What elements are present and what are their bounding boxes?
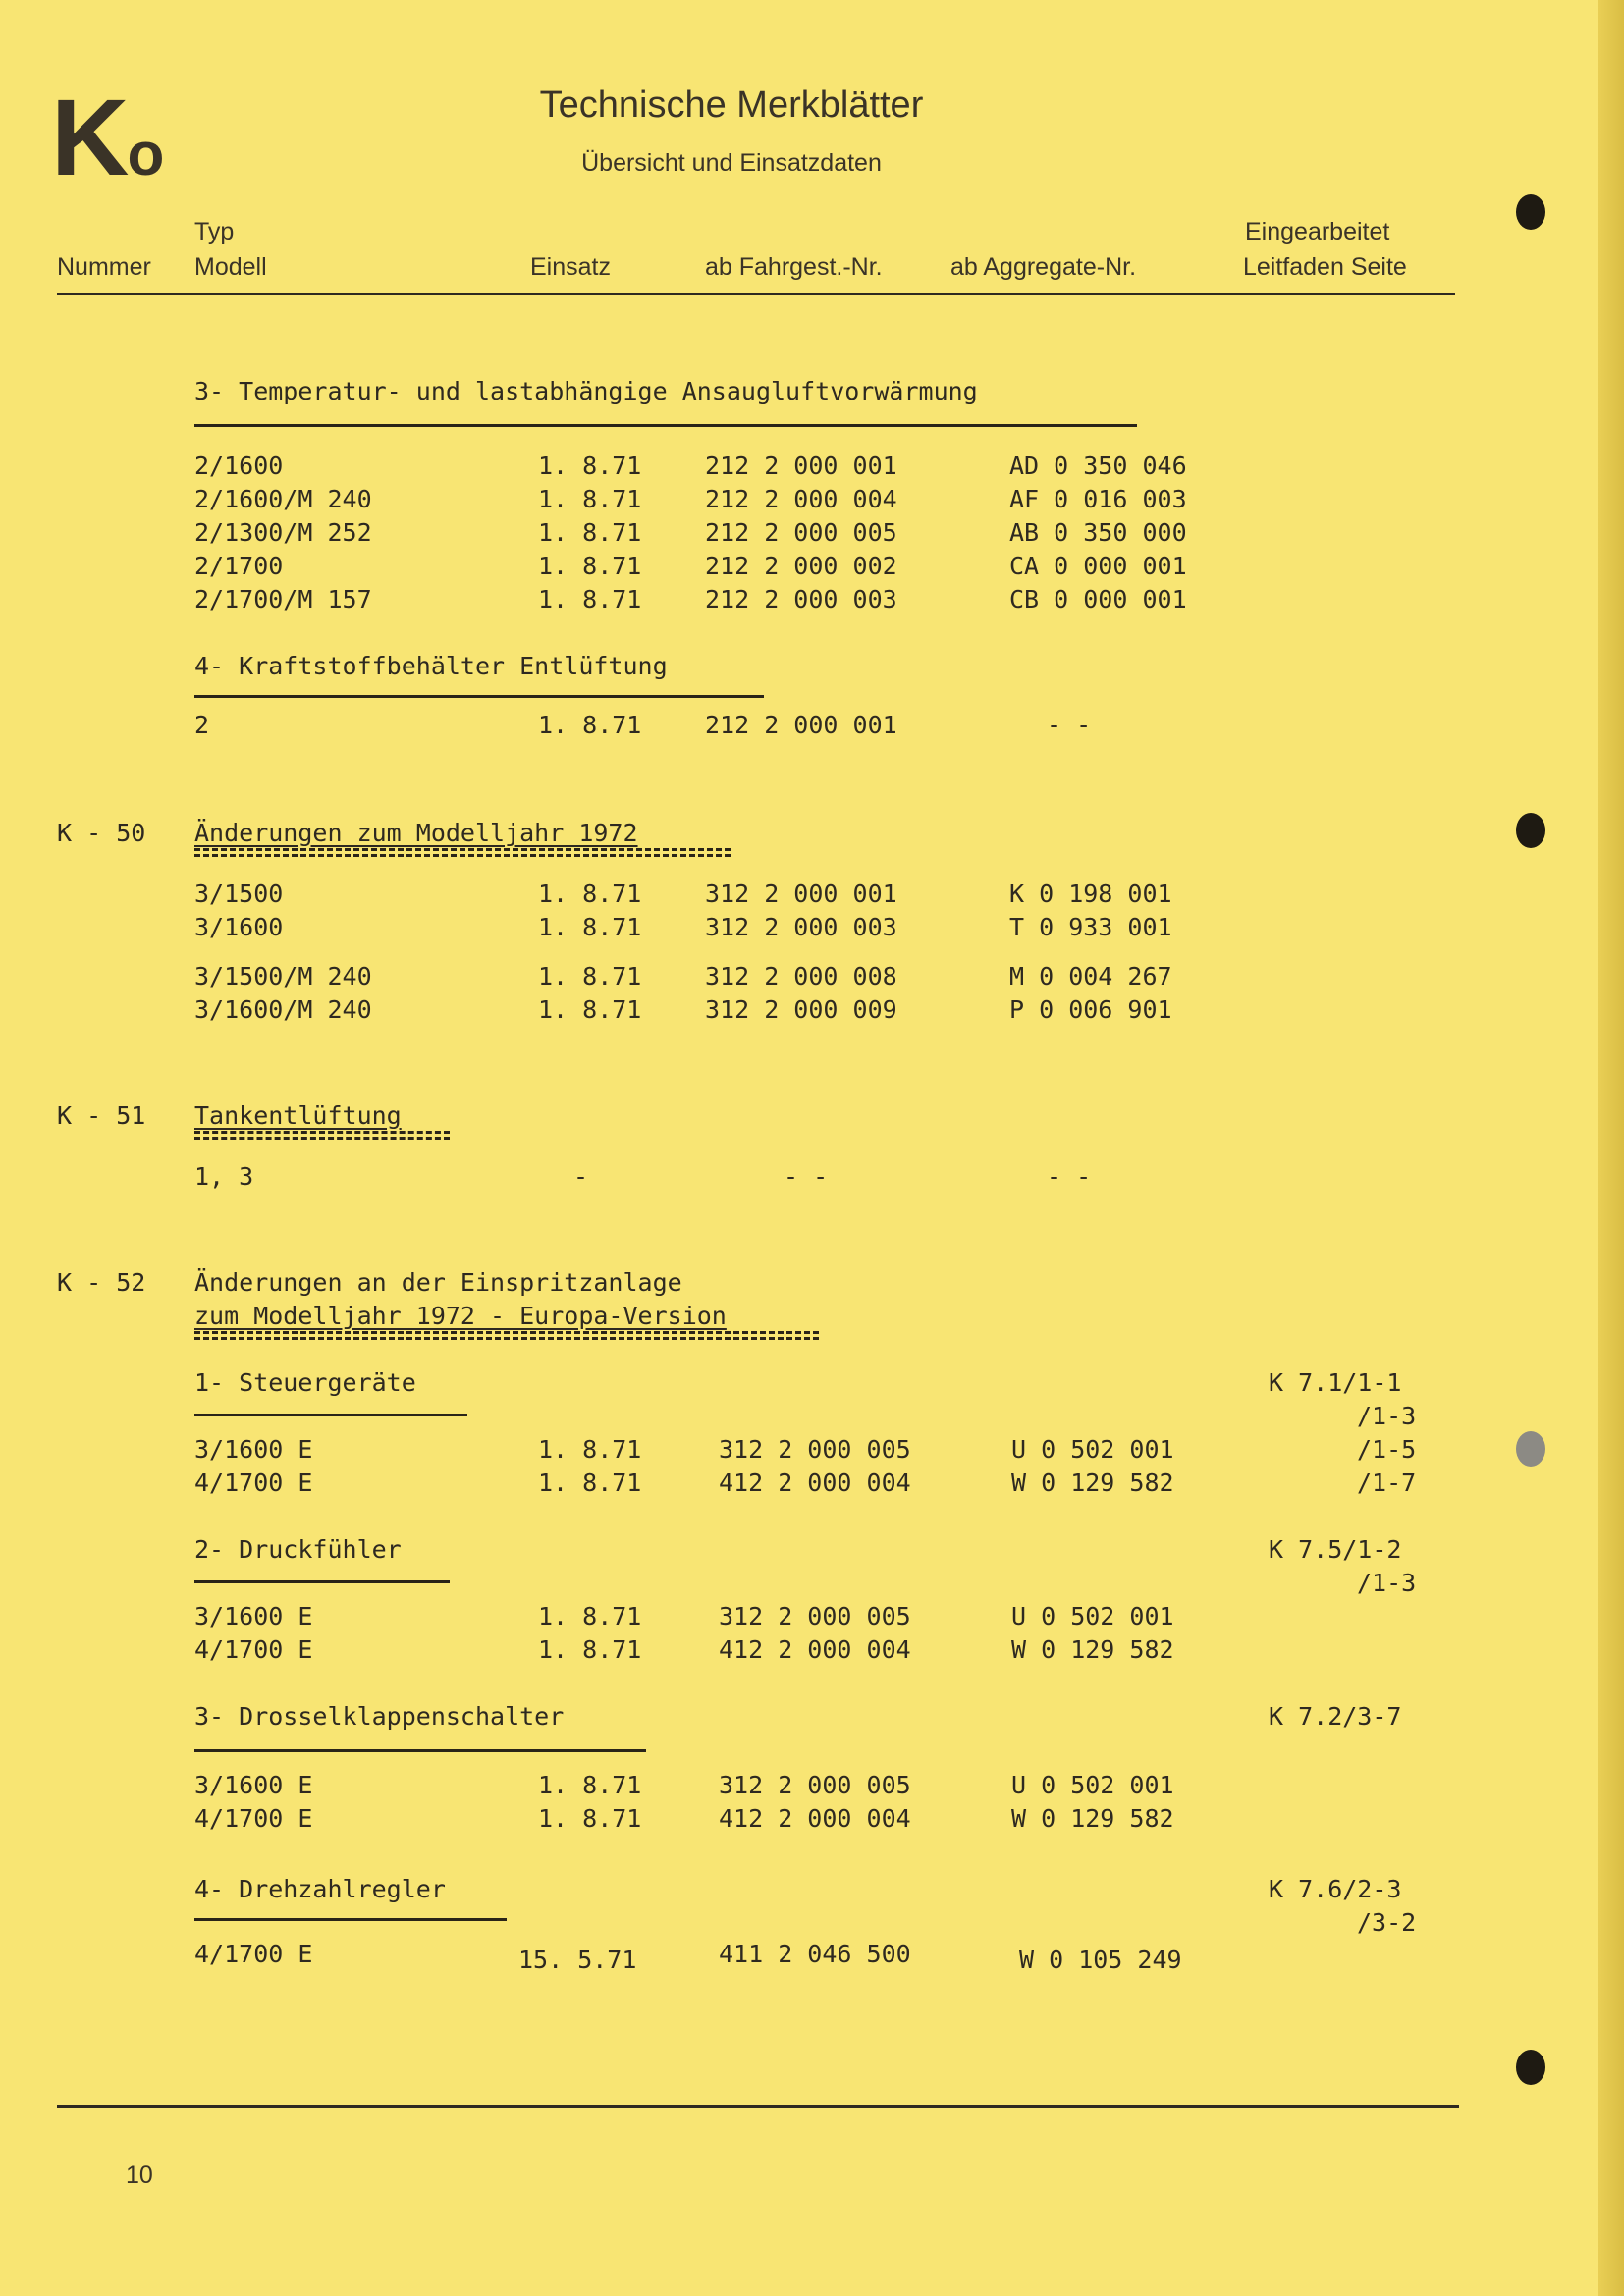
punch-hole (1516, 2050, 1545, 2085)
section-underline (194, 695, 764, 698)
row-model: 4/1700 E (194, 1940, 313, 1968)
row-chassis: 411 2 046 500 (719, 1940, 911, 1968)
double-underline (194, 1331, 819, 1340)
row-model: 4/1700 E (194, 1468, 313, 1497)
page-edge (1598, 0, 1624, 2296)
row-model: 3/1600 E (194, 1435, 313, 1464)
row-aggregate: U 0 502 001 (1011, 1602, 1174, 1630)
row-chassis: 212 2 000 001 (705, 452, 897, 480)
row-aggregate: U 0 502 001 (1011, 1771, 1174, 1799)
row-date: 1. 8.71 (538, 585, 642, 614)
logo-letter: K (51, 78, 128, 198)
row-aggregate: W 0 129 582 (1011, 1635, 1174, 1664)
reference: K 7.5/1-2 (1269, 1535, 1402, 1564)
row-date: 1. 8.71 (538, 1435, 642, 1464)
punch-hole (1516, 194, 1545, 230)
row-aggregate: - - (1047, 1162, 1092, 1191)
entry-number: K - 50 (57, 819, 146, 847)
row-aggregate: AF 0 016 003 (1009, 485, 1187, 513)
col-header-nummer: Nummer (57, 253, 151, 281)
row-aggregate: K 0 198 001 (1009, 880, 1172, 908)
row-date: 1. 8.71 (538, 452, 642, 480)
row-model: 2/1300/M 252 (194, 518, 372, 547)
row-aggregate: AD 0 350 046 (1009, 452, 1187, 480)
row-date: 1. 8.71 (538, 518, 642, 547)
row-chassis: 312 2 000 008 (705, 962, 897, 990)
row-model: 1, 3 (194, 1162, 254, 1191)
row-date: 1. 8.71 (538, 880, 642, 908)
row-model: 3/1600 E (194, 1602, 313, 1630)
row-chassis: 212 2 000 004 (705, 485, 897, 513)
row-date: 15. 5.71 (518, 1946, 637, 1974)
row-model: 2/1600 (194, 452, 284, 480)
page-number: 10 (126, 2162, 153, 2189)
subsection-title: 4- Drehzahlregler (194, 1875, 446, 1903)
row-chassis: 212 2 000 005 (705, 518, 897, 547)
row-date: 1. 8.71 (538, 1602, 642, 1630)
row-chassis: 312 2 000 001 (705, 880, 897, 908)
entry-number: K - 52 (57, 1268, 146, 1297)
row-chassis: - - (784, 1162, 829, 1191)
reference: K 7.2/3-7 (1269, 1702, 1402, 1731)
row-date: 1. 8.71 (538, 1468, 642, 1497)
punch-hole (1516, 1431, 1545, 1467)
row-model: 3/1600/M 240 (194, 995, 372, 1024)
col-header-aggregate: ab Aggregate-Nr. (950, 253, 1137, 281)
reference: K 7.6/2-3 (1269, 1875, 1402, 1903)
row-aggregate: CB 0 000 001 (1009, 585, 1187, 614)
entry-title: Tankentlüftung (194, 1101, 402, 1130)
col-header-typ: Typ (194, 218, 235, 245)
section-underline (194, 424, 1137, 427)
row-chassis: 312 2 000 005 (719, 1602, 911, 1630)
page-title: Technische Merkblätter (539, 84, 924, 126)
section-underline (194, 1749, 646, 1752)
row-date: 1. 8.71 (538, 485, 642, 513)
row-aggregate: CA 0 000 001 (1009, 552, 1187, 580)
row-chassis: 212 2 000 003 (705, 585, 897, 614)
section-title: 3- Temperatur- und lastabhängige Ansaugluftvorwärmung (194, 377, 978, 405)
row-date: 1. 8.71 (538, 711, 642, 739)
row-chassis: 212 2 000 002 (705, 552, 897, 580)
row-date: 1. 8.71 (538, 1804, 642, 1833)
row-aggregate: - - (1047, 711, 1092, 739)
row-model: 2/1600/M 240 (194, 485, 372, 513)
entry-title: Änderungen zum Modelljahr 1972 (194, 819, 638, 847)
col-header-modell: Modell (194, 253, 267, 281)
col-header-fahrgest: ab Fahrgest.-Nr. (705, 253, 883, 281)
reference: /1-7 (1357, 1468, 1417, 1497)
row-chassis: 412 2 000 004 (719, 1804, 911, 1833)
reference: /1-3 (1357, 1569, 1417, 1597)
entry-title-line2: zum Modelljahr 1972 - Europa-Version (194, 1302, 727, 1330)
row-aggregate: U 0 502 001 (1011, 1435, 1174, 1464)
entry-title: Änderungen an der Einspritzanlage (194, 1268, 682, 1297)
row-chassis: 312 2 000 003 (705, 913, 897, 941)
row-model: 4/1700 E (194, 1804, 313, 1833)
row-model: 2/1700/M 157 (194, 585, 372, 614)
row-aggregate: W 0 105 249 (1019, 1946, 1182, 1974)
row-chassis: 312 2 000 005 (719, 1435, 911, 1464)
row-model: 2/1700 (194, 552, 284, 580)
entry-number: K - 51 (57, 1101, 146, 1130)
section-underline (194, 1580, 450, 1583)
reference: /1-3 (1357, 1402, 1417, 1430)
row-date: 1. 8.71 (538, 962, 642, 990)
punch-hole (1516, 813, 1545, 848)
page-subtitle: Übersicht und Einsatzdaten (581, 149, 882, 177)
reference: /3-2 (1357, 1908, 1417, 1937)
row-model: 3/1600 (194, 913, 284, 941)
col-header-eingearbeitet: Eingearbeitet (1245, 218, 1390, 245)
header-rule (57, 293, 1455, 295)
reference: K 7.1/1-1 (1269, 1368, 1402, 1397)
subsection-title: 2- Druckfühler (194, 1535, 402, 1564)
footer-rule (57, 2105, 1459, 2108)
double-underline (194, 848, 731, 857)
subsection-title: 3- Drosselklappenschalter (194, 1702, 565, 1731)
section-underline (194, 1414, 467, 1416)
section-underline (194, 1918, 507, 1921)
row-chassis: 312 2 000 009 (705, 995, 897, 1024)
col-header-leitfaden: Leitfaden Seite (1243, 253, 1407, 281)
row-aggregate: W 0 129 582 (1011, 1468, 1174, 1497)
row-aggregate: M 0 004 267 (1009, 962, 1172, 990)
row-date: 1. 8.71 (538, 913, 642, 941)
row-date: 1. 8.71 (538, 995, 642, 1024)
logo-letter-small: o (127, 121, 165, 188)
row-model: 3/1600 E (194, 1771, 313, 1799)
row-chassis: 312 2 000 005 (719, 1771, 911, 1799)
row-aggregate: P 0 006 901 (1009, 995, 1172, 1024)
col-header-einsatz: Einsatz (530, 253, 611, 281)
section-title: 4- Kraftstoffbehälter Entlüftung (194, 652, 668, 680)
subsection-title: 1- Steuergeräte (194, 1368, 416, 1397)
row-aggregate: T 0 933 001 (1009, 913, 1172, 941)
row-date: 1. 8.71 (538, 552, 642, 580)
row-chassis: 412 2 000 004 (719, 1635, 911, 1664)
row-chassis: 212 2 000 001 (705, 711, 897, 739)
row-model: 3/1500/M 240 (194, 962, 372, 990)
row-model: 2 (194, 711, 210, 739)
double-underline (194, 1131, 450, 1140)
row-model: 3/1500 (194, 880, 284, 908)
reference: /1-5 (1357, 1435, 1417, 1464)
row-date: 1. 8.71 (538, 1635, 642, 1664)
row-model: 4/1700 E (194, 1635, 313, 1664)
row-aggregate: W 0 129 582 (1011, 1804, 1174, 1833)
row-date: 1. 8.71 (538, 1771, 642, 1799)
row-aggregate: AB 0 350 000 (1009, 518, 1187, 547)
row-chassis: 412 2 000 004 (719, 1468, 911, 1497)
row-date: - (573, 1162, 589, 1191)
